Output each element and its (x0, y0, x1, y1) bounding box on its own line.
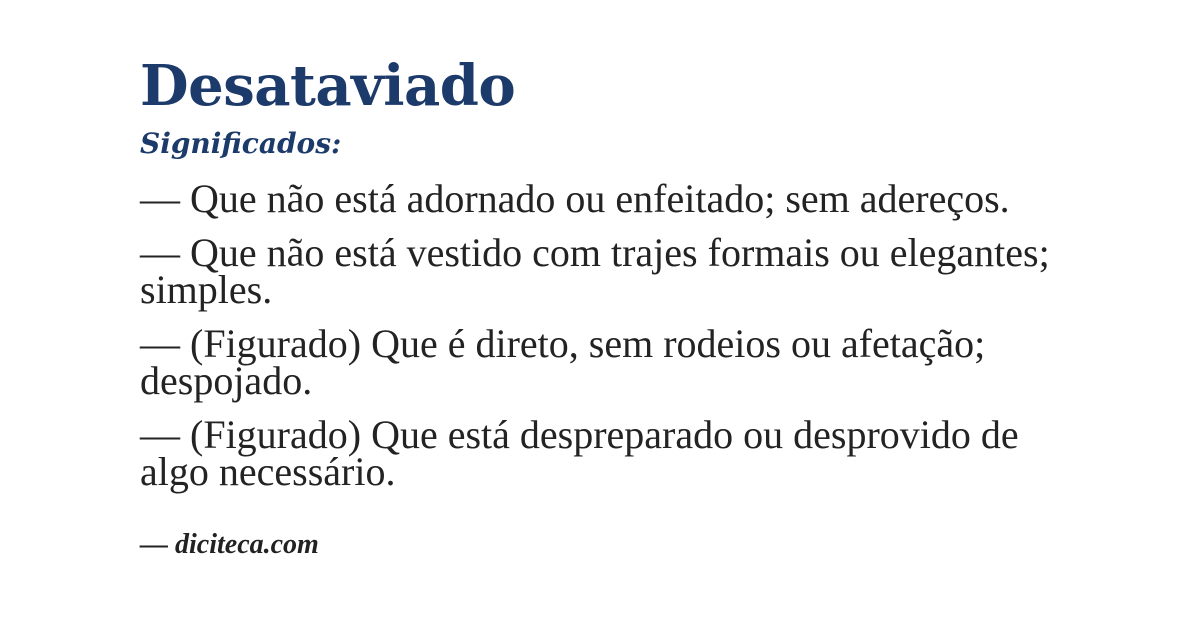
meanings-list (140, 176, 1065, 494)
meaning-item: — Que não está adornado ou enfeitado; sem adereços. (140, 176, 1010, 221)
meaning-item: — (Figurado) Que está despreparado ou desprovido de algo necessário. (140, 412, 1019, 494)
site-credit: — diciteca.com (140, 529, 319, 560)
word-title: Desataviado (140, 53, 516, 119)
meaning-item: — Que não está vestido com trajes formais ou elegantes; simples. (140, 230, 1050, 312)
meaning-item: — (Figurado) Que é direto, sem rodeios ou afetação; despojado. (140, 321, 986, 403)
meanings-label: Significados: (140, 127, 342, 160)
